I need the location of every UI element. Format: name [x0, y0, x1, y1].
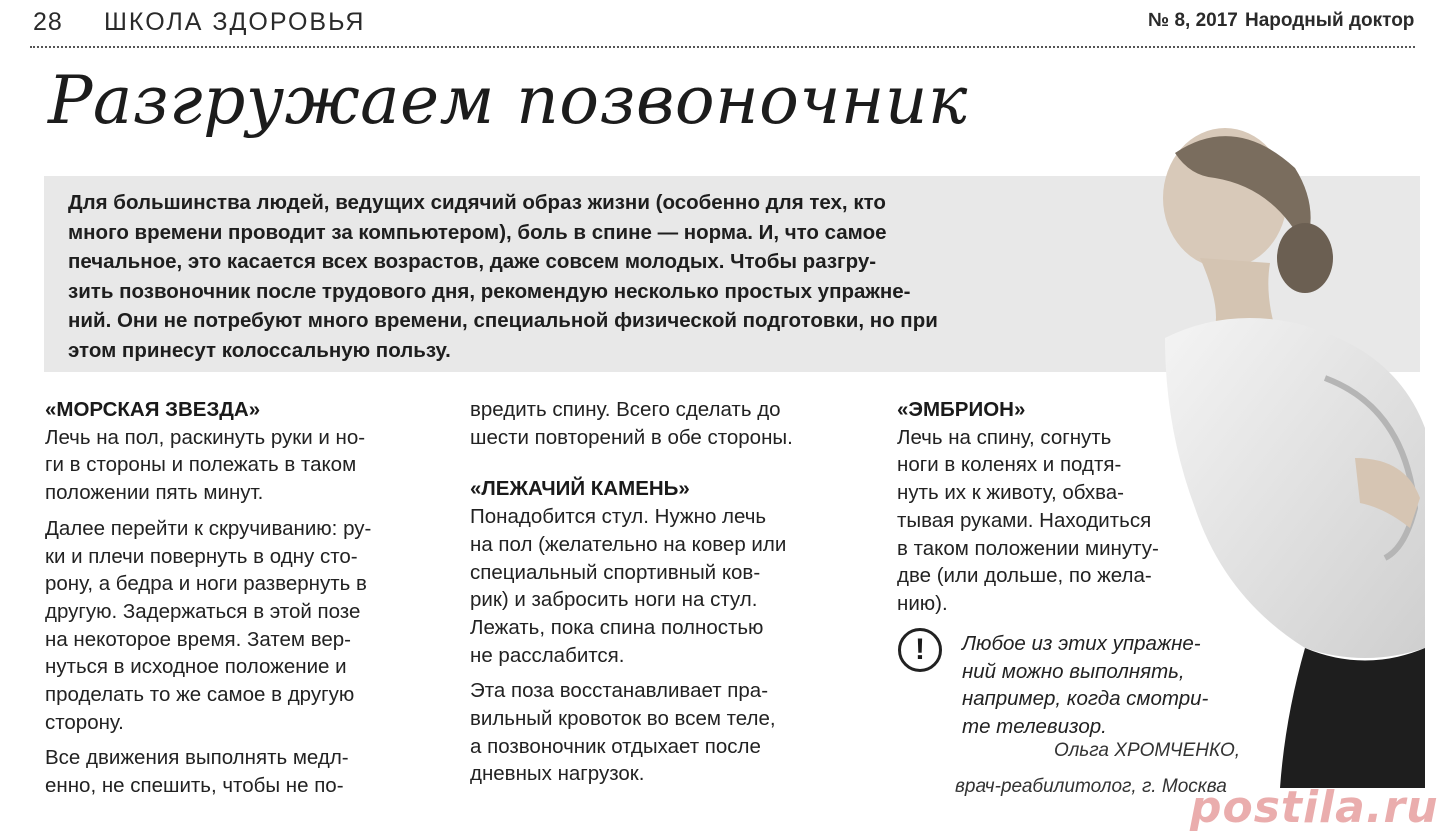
text-line: Эта поза восстанавливает пра-	[470, 679, 769, 703]
text-line: ги в стороны и полежать в таком	[45, 453, 357, 477]
exclamation-icon: !	[898, 628, 942, 672]
text-line: проделать то же самое в другую	[45, 683, 355, 707]
note-text	[962, 630, 1208, 741]
newspaper-name: Народный доктор	[1245, 10, 1415, 31]
text-line: нуться в исходное положение и	[45, 655, 347, 679]
text-line: ки и плечи повернуть в одну сто-	[45, 544, 358, 568]
page-number: 28	[33, 8, 63, 36]
text-line: другую. Задержаться в этой позе	[45, 599, 361, 623]
exercise-heading-stone: «ЛЕЖАЧИЙ КАМЕНЬ»	[470, 477, 690, 501]
lead-paragraph	[68, 188, 1158, 365]
text-line: вильный кровоток во всем теле,	[470, 707, 776, 731]
text-line: в таком положении минуту-	[897, 536, 1159, 560]
text-line: шести повторений в обе стороны.	[470, 425, 793, 449]
lead-line: ний. Они не потребуют много времени, специальной физической подготовки, но при	[68, 309, 938, 332]
text-line: Понадобится стул. Нужно лечь	[470, 505, 767, 529]
text-line: енно, не спешить, чтобы не по-	[45, 774, 344, 798]
lead-line: много времени проводит за компьютером), боль в спине — норма. И, что самое	[68, 220, 887, 244]
lead-line: зить позвоночник после трудового дня, рекомендую несколько простых упражне-	[68, 279, 911, 303]
text-line: не расслабится.	[470, 643, 625, 667]
text-line: нуть их к животу, обхва-	[897, 481, 1124, 505]
author-name: Ольга ХРОМЧЕНКО,	[1054, 740, 1241, 761]
note-line: ний можно выполнять,	[962, 659, 1185, 683]
text-line: Лечь на спину, согнуть	[897, 425, 1112, 449]
exercise-heading-starfish: «МОРСКАЯ ЗВЕЗДА»	[45, 398, 261, 421]
article-title: Разгружаем позвоночник	[48, 62, 968, 139]
text-line: вредить спину. Всего сделать до	[470, 398, 781, 421]
note-line: те телевизор.	[962, 715, 1107, 739]
lead-line: Для большинства людей, ведущих сидячий образ жизни (особенно для тех, кто	[68, 191, 886, 214]
author-role: врач-реабилитолог, г. Москва	[955, 776, 1227, 797]
text-line: нию).	[897, 591, 948, 615]
text-line: положении пять минут.	[45, 481, 264, 505]
column-3	[897, 396, 1197, 618]
text-line: Все движения выполнять медл-	[45, 746, 349, 770]
watermark: postila.ru	[1190, 782, 1439, 833]
lead-line: печальное, это касается всех возрастов, даже совсем молодых. Чтобы разгру-	[68, 250, 877, 273]
column-1	[45, 396, 435, 800]
text-line: на пол (желательно на ковер или	[470, 532, 787, 556]
exercise-heading-embryo: «ЭМБРИОН»	[897, 398, 1026, 421]
text-line: рик) и забросить ноги на стул.	[470, 588, 758, 612]
text-line: тывая руками. Находиться	[897, 508, 1152, 532]
column-2	[470, 396, 870, 788]
text-line: а позвоночник отдыхает после	[470, 734, 761, 758]
header-divider	[30, 46, 1415, 48]
section-title: ШКОЛА ЗДОРОВЬЯ	[104, 8, 366, 36]
note-line: например, когда смотри-	[962, 687, 1209, 711]
text-line: Лечь на пол, раскинуть руки и но-	[45, 425, 366, 449]
text-line: на некоторое время. Затем вер-	[45, 627, 351, 651]
text-line: специальный спортивный ков-	[470, 560, 761, 584]
text-line: рону, а бедра и ноги развернуть в	[45, 572, 367, 596]
lead-line: этом принесут колоссальную пользу.	[68, 338, 451, 362]
issue-number: № 8, 2017	[1148, 10, 1238, 31]
text-line: Далее перейти к скручиванию: ру-	[45, 516, 372, 540]
text-line: Лежать, пока спина полностью	[470, 615, 764, 639]
note-line: Любое из этих упражне-	[962, 632, 1201, 655]
text-line: дневных нагрузок.	[470, 762, 645, 786]
text-line: ноги в коленях и подтя-	[897, 453, 1122, 477]
text-line: две (или дольше, по жела-	[897, 564, 1152, 588]
text-line: сторону.	[45, 710, 124, 734]
